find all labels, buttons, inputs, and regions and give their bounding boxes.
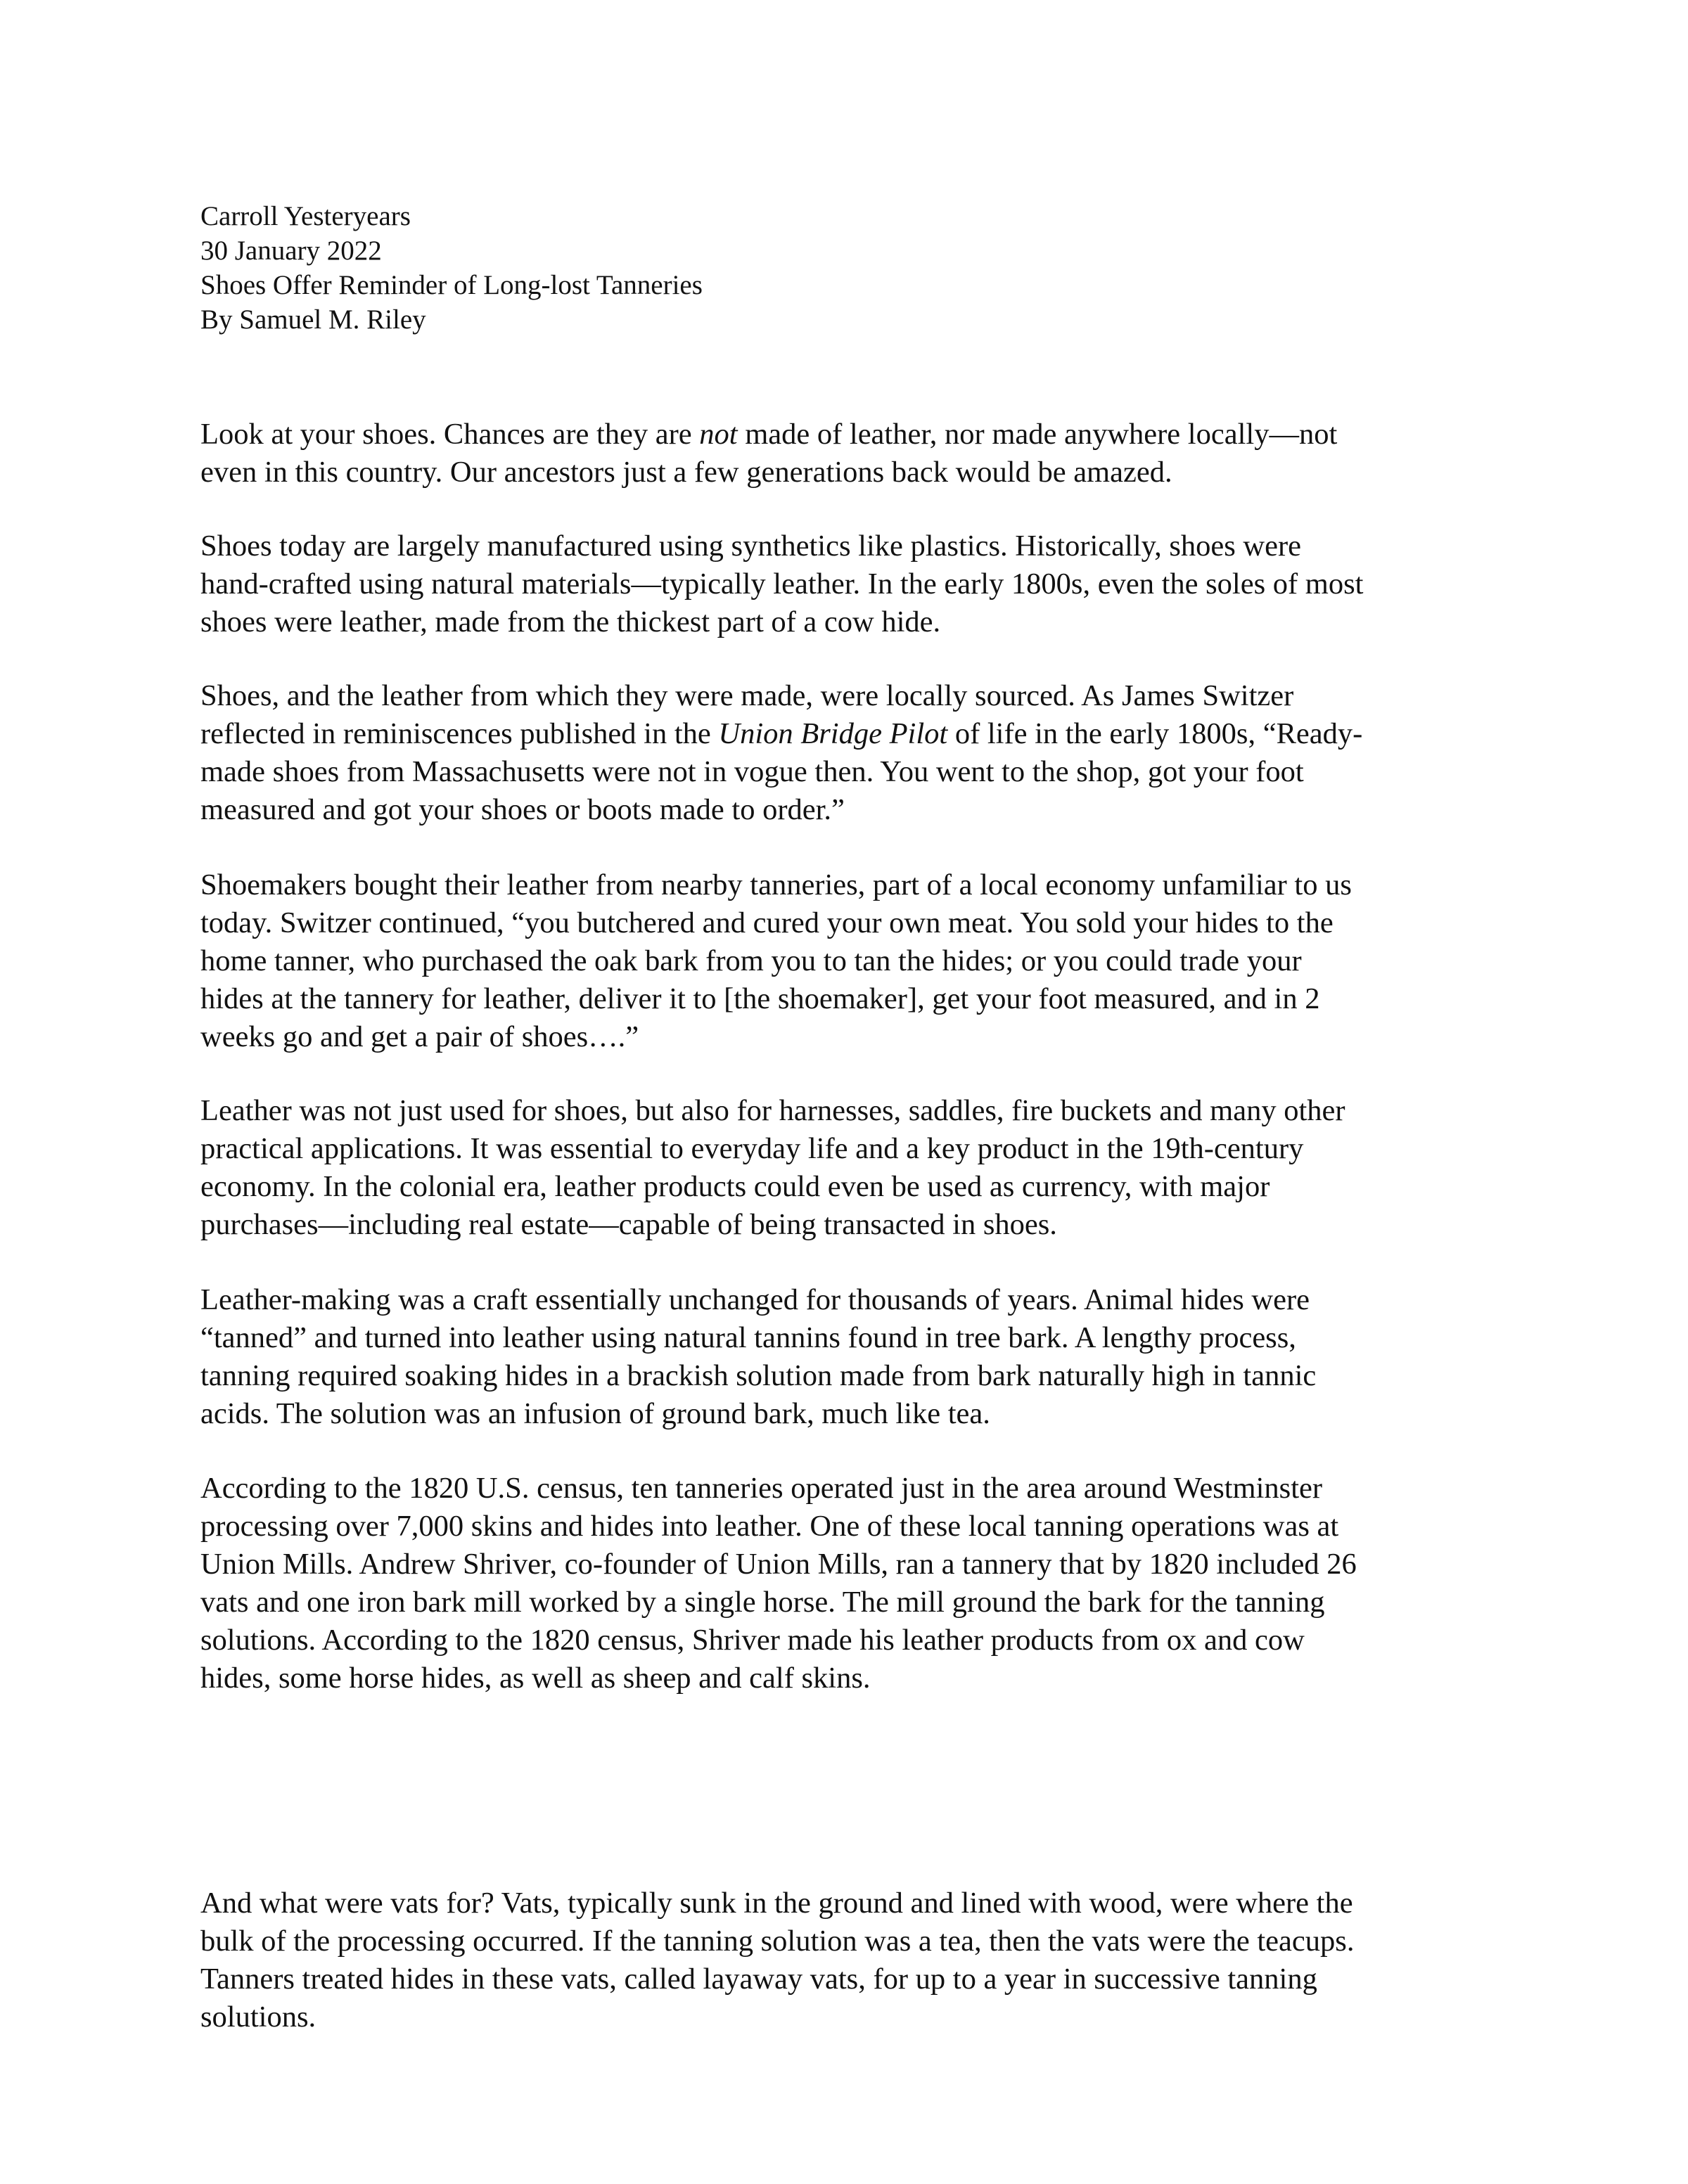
paragraph-line: vats and one iron bark mill worked by a single horse. The mill ground the bark for the tanning [200,1586,1325,1619]
paragraph-line: tanning required soaking hides in a brackish solution made from bark naturally high in tannic [200,1359,1317,1392]
paragraph-line: acids. The solution was an infusion of ground bark, much like tea. [200,1397,990,1430]
paragraph-line: economy. In the colonial era, leather products could even be used as currency, with major [200,1170,1270,1203]
paragraph-line: reflected in reminiscences published in the Union Bridge Pilot of life in the early 1800s, “Ready- [200,717,1363,750]
paragraph-line: Shoes today are largely manufactured using synthetics like plastics. Historically, shoes were [200,529,1302,563]
paragraph-line: weeks go and get a pair of shoes….” [200,1020,639,1053]
article-title: Shoes Offer Reminder of Long-lost Tanneries [200,270,703,300]
paragraph-line: hand-crafted using natural materials—typically leather. In the early 1800s, even the soles of most [200,567,1364,600]
paragraph-line: bulk of the processing occurred. If the tanning solution was a tea, then the vats were the teacups. [200,1925,1355,1958]
paragraph [200,1470,1523,1697]
paragraph [200,1884,1523,2036]
paragraph-line: hides, some horse hides, as well as sheep and calf skins. [200,1662,871,1695]
paragraph-line: “tanned” and turned into leather using natural tannins found in tree bark. A lengthy process, [200,1321,1296,1354]
paragraph-line: Tanners treated hides in these vats, called layaway vats, for up to a year in successive tanning [200,1963,1317,1996]
paragraph-line: today. Switzer continued, “you butchered and cured your own meat. You sold your hides to the [200,906,1334,939]
paragraph-line: hides at the tannery for leather, deliver it to [the shoemaker], get your foot measured, and in 2 [200,982,1320,1015]
article-date: 30 January 2022 [200,236,382,266]
paragraph-line: Union Mills. Andrew Shriver, co-founder of Union Mills, ran a tannery that by 1820 included 26 [200,1548,1357,1581]
paragraph [200,527,1523,641]
paragraph-line: solutions. [200,2000,316,2034]
paragraph-line: measured and got your shoes or boots made to order.” [200,793,845,826]
paragraph-line: purchases—including real estate—capable of being transacted in shoes. [200,1208,1057,1241]
paragraph-line: Leather was not just used for shoes, but also for harnesses, saddles, fire buckets and many other [200,1094,1345,1127]
paragraph [200,1092,1523,1244]
paragraph-line: made shoes from Massachusetts were not in vogue then. You went to the shop, got your foot [200,755,1304,788]
column-name: Carroll Yesteryears [200,201,411,231]
paragraph-line: practical applications. It was essential to everyday life and a key product in the 19th-century [200,1132,1304,1165]
article-byline: By Samuel M. Riley [200,304,426,335]
paragraph-line: home tanner, who purchased the oak bark from you to tan the hides; or you could trade your [200,944,1302,977]
paragraph-line: Shoemakers bought their leather from nearby tanneries, part of a local economy unfamiliar to us [200,868,1352,901]
paragraph-line: shoes were leather, made from the thickest part of a cow hide. [200,605,941,638]
paragraph [200,866,1523,1056]
paragraph-line: According to the 1820 U.S. census, ten tanneries operated just in the area around Westminster [200,1472,1323,1505]
paragraph-line: Look at your shoes. Chances are they are not made of leather, nor made anywhere locally—not [200,418,1338,451]
paragraph-line: solutions. According to the 1820 census, Shriver made his leather products from ox and cow [200,1624,1305,1657]
paragraph [200,677,1523,829]
emphasis-text: not [699,418,738,451]
paragraph-line: Leather-making was a craft essentially unchanged for thousands of years. Animal hides were [200,1283,1310,1316]
paragraph-line: And what were vats for? Vats, typically sunk in the ground and lined with wood, were where the [200,1887,1353,1920]
paragraph-line: Shoes, and the leather from which they were made, were locally sourced. As James Switzer [200,679,1294,712]
paragraph [200,1281,1523,1433]
publication-title: Union Bridge Pilot [718,717,948,750]
article-header [200,199,1537,337]
paragraph-line: even in this country. Our ancestors just a few generations back would be amazed. [200,456,1172,489]
paragraph-line: processing over 7,000 skins and hides into leather. One of these local tanning operations was at [200,1510,1339,1543]
paragraph [200,416,1523,492]
